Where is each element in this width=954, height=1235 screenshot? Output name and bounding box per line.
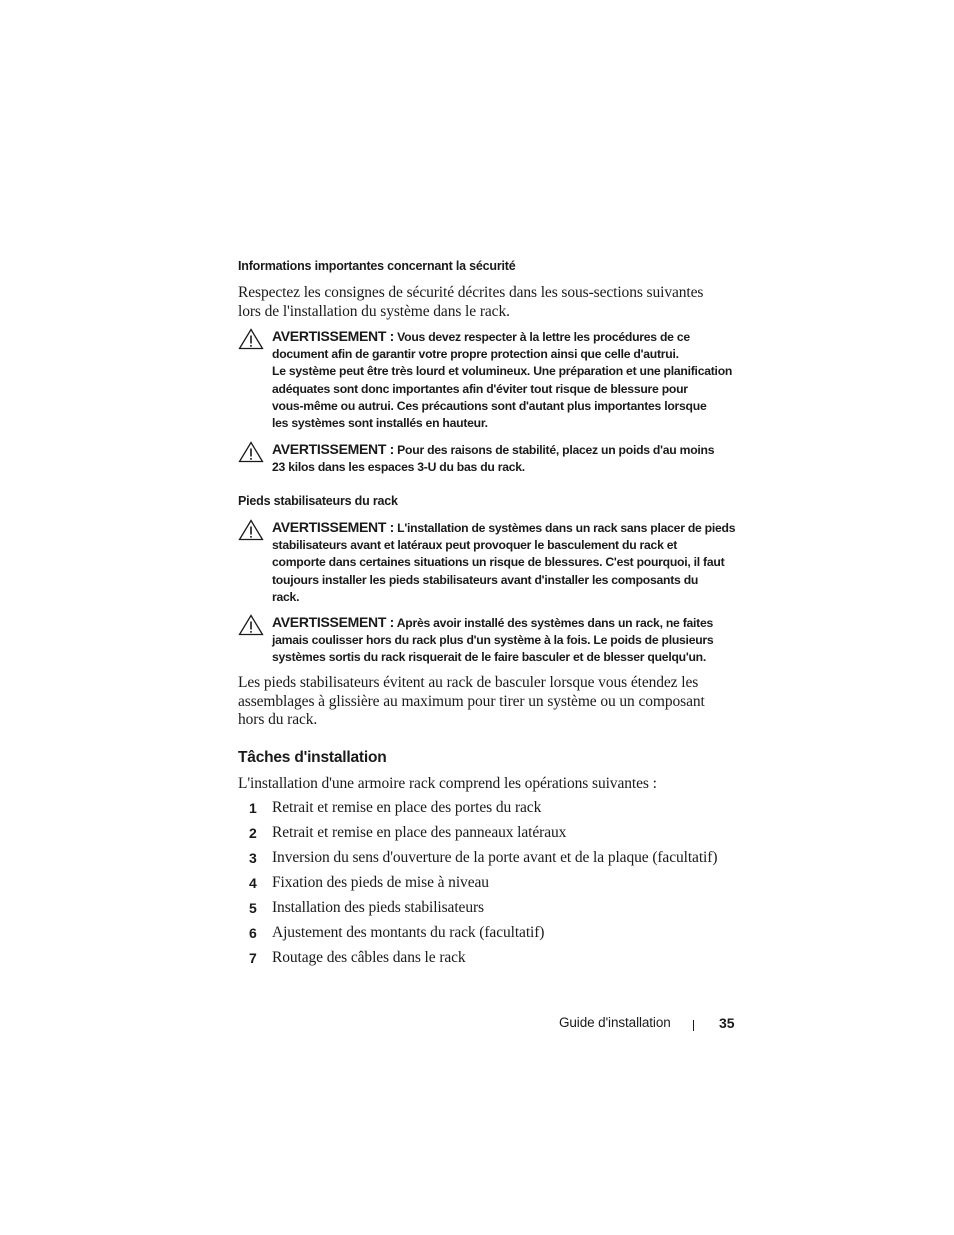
paragraph-line: assemblages à glissière au maximum pour tirer un système ou un composant <box>238 692 705 710</box>
warning-line: vous-même ou autrui. Ces précautions sont d'autant plus importantes lorsque <box>272 398 707 413</box>
list-item <box>238 875 738 895</box>
warning-line: 23 kilos dans les espaces 3-U du bas du rack. <box>272 460 525 475</box>
warning-text <box>272 614 738 667</box>
warning-line: stabilisateurs avant et latéraux peut provoquer le basculement du rack et <box>272 538 678 553</box>
warning-line: document afin de garantir votre propre protection ainsi que celle d'autrui. <box>272 347 679 362</box>
paragraph-line: Les pieds stabilisateurs évitent au rack de basculer lorsque vous étendez les <box>238 674 699 691</box>
warning-line: adéquates sont donc importantes afin d'éviter tout risque de blessure pour <box>272 381 688 396</box>
tasks-heading: Tâches d'installation <box>238 749 387 766</box>
safety-intro <box>238 284 703 321</box>
step-text: Inversion du sens d'ouverture de la porte avant et de la plaque (facultatif) <box>272 849 718 866</box>
list-item <box>238 800 738 820</box>
paragraph-line: hors du rack. <box>238 711 318 728</box>
step-number: 1 <box>249 800 257 816</box>
list-item <box>238 850 738 870</box>
safety-heading: Informations importantes concernant la sécurité <box>238 259 516 273</box>
warning-label: AVERTISSEMENT : <box>272 328 395 344</box>
step-number: 4 <box>249 875 257 891</box>
step-number: 5 <box>249 900 257 916</box>
list-item <box>238 825 738 845</box>
footer-separator <box>693 1020 694 1031</box>
warning-line: systèmes sortis du rack risquerait de le faire basculer et de blesser quelqu'un. <box>272 650 707 665</box>
warning-text <box>272 441 738 476</box>
step-text: Retrait et remise en place des portes du rack <box>272 799 542 816</box>
step-number: 2 <box>249 825 257 841</box>
warning-line: les systèmes sont installés en hauteur. <box>272 416 488 431</box>
warning-line: jamais coulisser hors du rack plus d'un système à la fois. Le poids de plusieurs <box>272 633 714 648</box>
warning-text <box>272 328 738 432</box>
warning-line: Pour des raisons de stabilité, placez un poids d'au moins <box>397 443 715 457</box>
step-text: Routage des câbles dans le rack <box>272 949 466 966</box>
step-text: Installation des pieds stabilisateurs <box>272 899 484 916</box>
stabilizer-paragraph <box>238 674 705 730</box>
list-item <box>238 950 738 970</box>
step-number: 3 <box>249 850 257 866</box>
step-text: Fixation des pieds de mise à niveau <box>272 874 489 891</box>
warning-line: rack. <box>272 589 300 604</box>
warning-line: comporte dans certaines situations un risque de blessures. C'est pourquoi, il faut <box>272 555 725 570</box>
list-item <box>238 900 738 920</box>
safety-intro-line: lors de l'installation du système dans le rack. <box>238 302 510 320</box>
step-number: 6 <box>249 925 257 941</box>
warning-triangle-icon <box>238 614 264 636</box>
warning-label: AVERTISSEMENT : <box>272 519 395 535</box>
step-text: Retrait et remise en place des panneaux latéraux <box>272 824 567 841</box>
warning-text <box>272 519 738 606</box>
list-item <box>238 925 738 945</box>
warning-line: Après avoir installé des systèmes dans un rack, ne faites <box>396 616 714 630</box>
warning-line: L'installation de systèmes dans un rack sans placer de pieds <box>397 521 736 535</box>
tasks-intro: L'installation d'une armoire rack comprend les opérations suivantes : <box>238 775 657 792</box>
safety-intro-line: Respectez les consignes de sécurité décrites dans les sous-sections suivantes <box>238 284 704 301</box>
warning-label: AVERTISSEMENT : <box>272 614 395 630</box>
page-number: 35 <box>719 1015 735 1031</box>
warning-triangle-icon <box>238 519 264 541</box>
warning-triangle-icon <box>238 441 264 463</box>
step-text: Ajustement des montants du rack (facultatif) <box>272 924 545 941</box>
warning-triangle-icon <box>238 328 264 350</box>
warning-line: Vous devez respecter à la lettre les procédures de ce <box>397 330 690 344</box>
step-number: 7 <box>249 950 257 966</box>
warning-line: toujours installer les pieds stabilisateurs avant d'installer les composants du <box>272 572 699 587</box>
warning-label: AVERTISSEMENT : <box>272 441 395 457</box>
footer-guide-label: Guide d'installation <box>559 1015 671 1030</box>
stabilizer-heading: Pieds stabilisateurs du rack <box>238 494 398 508</box>
warning-line: Le système peut être très lourd et volumineux. Une préparation et une planification <box>272 364 733 379</box>
